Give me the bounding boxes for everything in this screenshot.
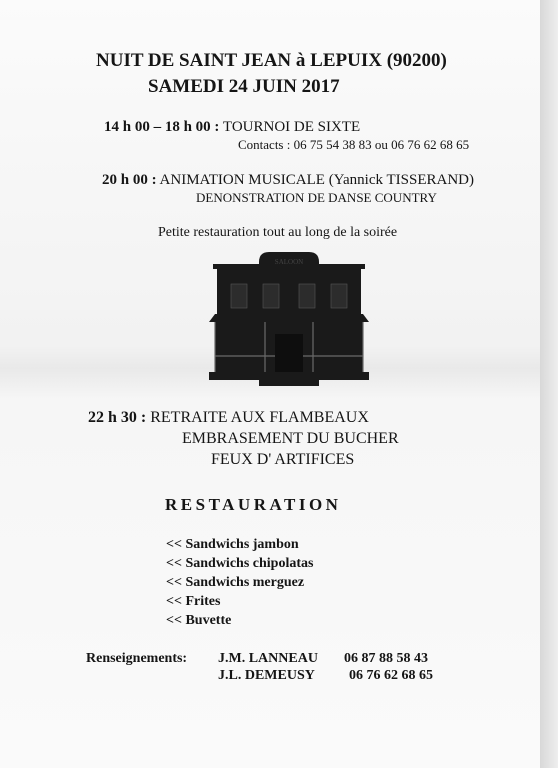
paper-edge: [540, 0, 558, 768]
saloon-illustration: [207, 250, 371, 388]
evening-bucher: EMBRASEMENT DU BUCHER: [182, 430, 399, 447]
schedule-line-tournoi: [104, 119, 360, 136]
contact-name: J.M. LANNEAU: [218, 651, 318, 666]
event-date: SAMEDI 24 JUIN 2017: [148, 76, 340, 97]
schedule-country-dance: DENONSTRATION DE DANSE COUNTRY: [196, 190, 437, 205]
schedule-activity: TOURNOI DE SIXTE: [222, 119, 361, 135]
menu-item: << Sandwichs chipolatas: [166, 556, 314, 571]
menu-item: << Sandwichs jambon: [166, 537, 299, 552]
schedule-time: 20 h 00 :: [102, 172, 157, 188]
schedule-line-animation: [102, 172, 474, 189]
evening-line-retraite: [88, 409, 369, 427]
contacts-label: Renseignements:: [86, 651, 188, 666]
contact-phone: 06 76 62 68 65: [349, 668, 433, 683]
schedule-contacts: Contacts : 06 75 54 38 83 ou 06 76 62 68 65: [238, 137, 470, 152]
schedule-time: 14 h 00 – 18 h 00 :: [104, 119, 220, 135]
snack-note: Petite restauration tout au long de la soirée: [158, 225, 398, 240]
event-title: NUIT DE SAINT JEAN à LEPUIX (90200): [96, 50, 447, 71]
evening-time: 22 h 30 :: [88, 409, 147, 426]
restauration-title: RESTAURATION: [165, 495, 342, 514]
schedule-activity: ANIMATION MUSICALE (Yannick TISSERAND): [159, 172, 474, 188]
saloon-sign: SALOON: [274, 258, 304, 266]
contact-phone: 06 87 88 58 43: [344, 651, 428, 666]
evening-feux: FEUX D' ARTIFICES: [211, 451, 355, 468]
menu-item: << Buvette: [166, 613, 232, 628]
contact-name: J.L. DEMEUSY: [218, 668, 315, 683]
evening-activity: RETRAITE AUX FLAMBEAUX: [150, 409, 369, 426]
menu-item: << Sandwichs merguez: [166, 575, 305, 590]
menu-item: << Frites: [166, 594, 221, 609]
